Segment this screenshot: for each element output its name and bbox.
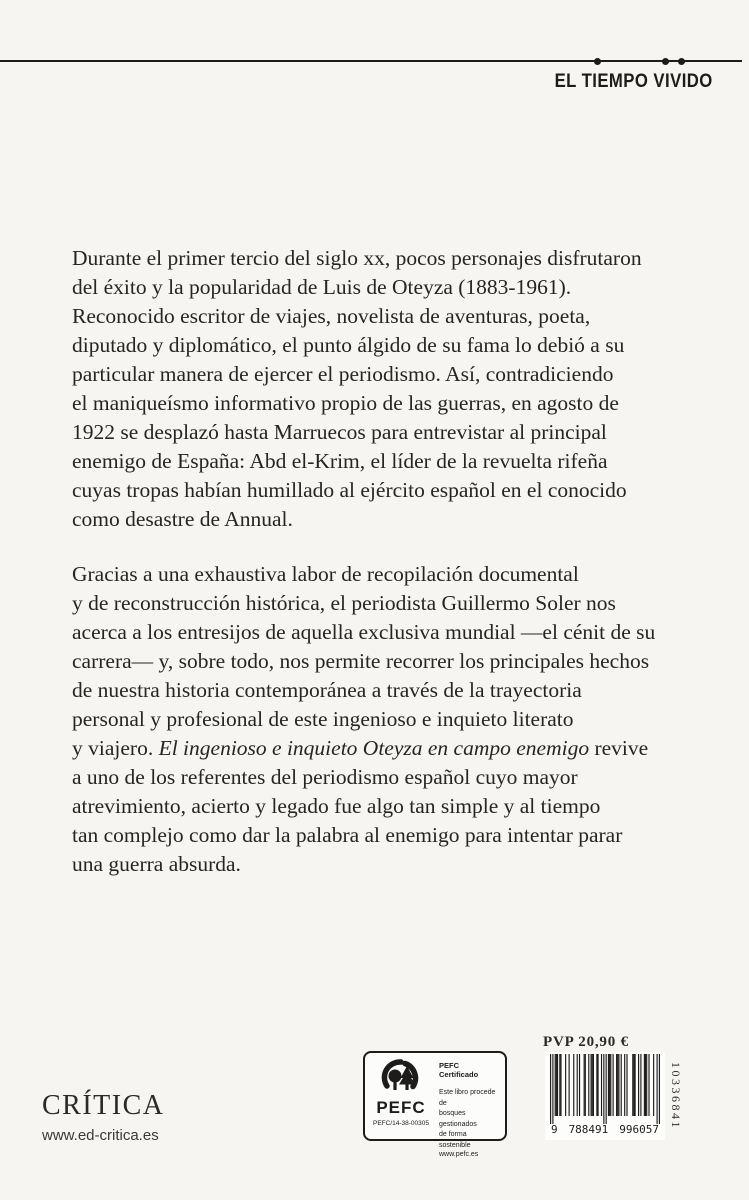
barcode-digit-group: 788491 bbox=[568, 1123, 609, 1136]
text-line: Reconocido escritor de viajes, novelista de aventuras, poeta, bbox=[72, 304, 591, 328]
text-line: carrera— y, sobre todo, nos permite recorrer los principales hechos bbox=[72, 649, 650, 673]
barcode-digit-group: 996057 bbox=[619, 1123, 659, 1136]
barcode-digits bbox=[550, 1123, 660, 1136]
text-line: acerca a los entresijos de aquella exclusiva mundial —el cénit de su bbox=[72, 620, 656, 644]
barcode-block bbox=[545, 1052, 665, 1140]
synopsis-paragraph-2 bbox=[72, 560, 692, 879]
pefc-text-column bbox=[432, 1059, 499, 1158]
synopsis-paragraph-1 bbox=[72, 244, 692, 534]
publisher-website: www.ed-critica.es bbox=[42, 1127, 159, 1144]
text-line: del éxito y la popularidad de Luis de Oteyza (1883-1961). bbox=[72, 275, 572, 299]
text-line: 1922 se desplazó hasta Marruecos para entrevistar al principal bbox=[72, 420, 607, 444]
pefc-certified-label: PEFC Certificado bbox=[439, 1061, 479, 1079]
text-line: personal y profesional de este ingenioso e inquieto literato bbox=[72, 707, 574, 731]
text-line: de nuestra historia contemporánea a través de la trayectoria bbox=[72, 678, 582, 702]
pefc-description-line: Este libro procede de bbox=[439, 1089, 496, 1107]
rule-dot-icon bbox=[662, 58, 669, 65]
pefc-logo-column bbox=[370, 1059, 432, 1134]
pefc-description-line: de forma sostenible bbox=[439, 1131, 471, 1149]
book-title-italic: El ingenioso e inquieto Oteyza en campo enemigo bbox=[158, 736, 590, 760]
pefc-description bbox=[439, 1088, 499, 1151]
text-line: como desastre de Annual. bbox=[72, 507, 293, 531]
text-line: una guerra absurda. bbox=[72, 852, 241, 876]
text-line: particular manera de ejercer el periodismo. Así, contradiciendo bbox=[72, 362, 614, 386]
pefc-license-number: PEFC/14-38-00305 bbox=[372, 1120, 429, 1127]
publisher-block bbox=[42, 1090, 165, 1144]
ean13-barcode-icon bbox=[550, 1054, 660, 1124]
text-line: cuyas tropas habían humillado al ejército español en el conocido bbox=[72, 478, 627, 502]
publisher-logo: CRÍTICA bbox=[42, 1090, 165, 1121]
text-line: atrevimiento, acierto y legado fue algo tan simple y al tiempo bbox=[72, 794, 601, 818]
pefc-certification-box bbox=[363, 1051, 507, 1158]
price-label: PVP 20,90 € bbox=[543, 1034, 629, 1050]
text-line: y de reconstrucción histórica, el periodista Guillermo Soler nos bbox=[72, 591, 616, 615]
collection-label: EL TIEMPO VIVIDO bbox=[554, 71, 713, 92]
barcode-digit-lead: 9 bbox=[551, 1123, 558, 1136]
top-rule bbox=[0, 60, 742, 62]
pefc-wordmark: PEFC bbox=[376, 1098, 426, 1117]
text-segment: y viajero. bbox=[72, 736, 159, 760]
text-line: diputado y diplomático, el punto álgido de su fama lo debió a su bbox=[72, 333, 625, 357]
text-line: el maniqueísmo informativo propio de las guerras, en agosto de bbox=[72, 391, 619, 415]
text-line: tan complejo como dar la palabra al enemigo para intentar parar bbox=[72, 823, 623, 847]
text-segment: revive bbox=[589, 736, 649, 760]
text-line: Gracias a una exhaustiva labor de recopilación documental bbox=[72, 562, 579, 586]
pefc-description-line: bosques gestionados bbox=[439, 1110, 477, 1128]
text-line: enemigo de España: Abd el-Krim, el líder de la revuelta rifeña bbox=[72, 449, 608, 473]
pefc-logo-icon bbox=[375, 1059, 427, 1099]
pefc-website: www.pefc.es bbox=[439, 1151, 479, 1158]
rule-dot-icon bbox=[594, 58, 601, 65]
item-number-vertical: 10336841 bbox=[669, 1062, 683, 1130]
text-line: Durante el primer tercio del siglo xx, pocos personajes disfrutaron bbox=[72, 246, 642, 270]
synopsis-text bbox=[72, 244, 692, 879]
rule-dot-icon bbox=[678, 58, 685, 65]
text-line-with-book-title bbox=[72, 734, 692, 763]
text-line: a uno de los referentes del periodismo español cuyo mayor bbox=[72, 765, 578, 789]
